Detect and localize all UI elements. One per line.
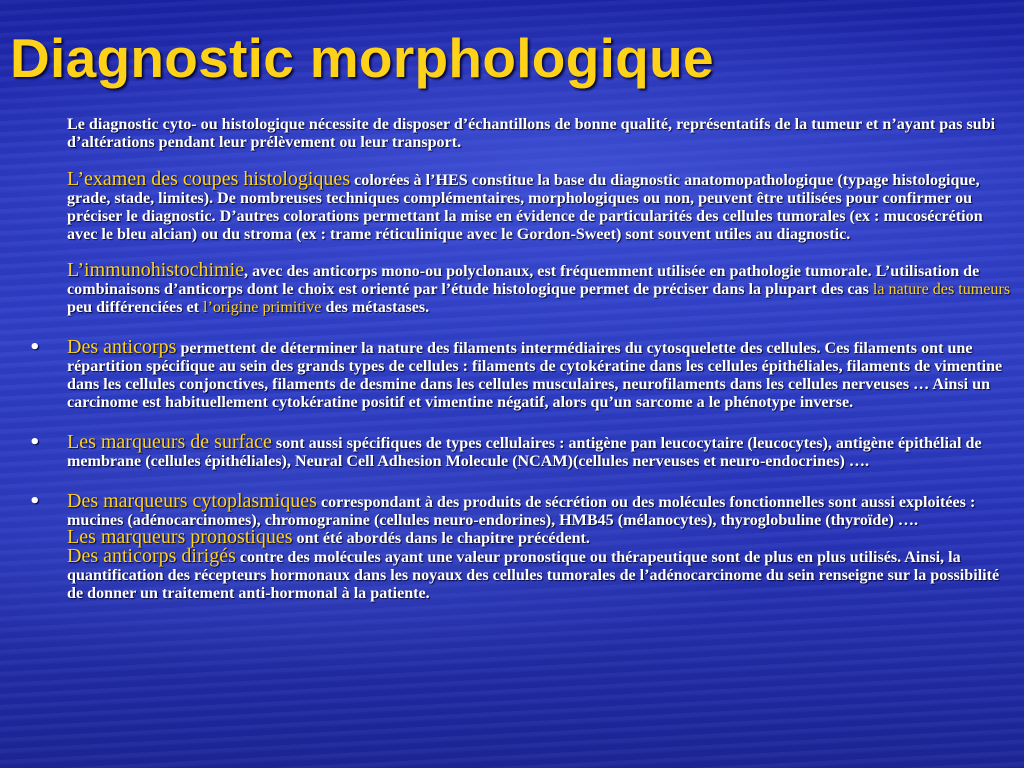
highlight-cytoplasmic-markers: Des marqueurs cytoplasmiques: [67, 489, 317, 512]
slide-body: [0, 116, 1024, 603]
highlight-immunohistochemistry: L’immunohistochimie: [67, 259, 245, 282]
bullet-marker: •: [29, 431, 41, 453]
paragraph-text: peu différenciées et: [67, 299, 204, 317]
bullet-item-surface-markers: [29, 430, 1015, 471]
highlight-surface-markers: Les marqueurs de surface: [67, 430, 272, 453]
highlight-primitive-origin: l’origine primitive: [203, 299, 322, 317]
paragraph-sample-quality: [67, 116, 1015, 152]
bullet-text: correspondant à des produits de sécrétion ou des molécules fonctionnelles sont aussi exploitées : mucines (adénocarcinomes), chromogranine (cellules neuro-endorines), HMB45 (mélanocytes), thyroglobuline (thyroïde) ….: [67, 493, 976, 529]
highlight-tumor-nature: la nature des tumeurs: [872, 281, 1011, 299]
bullet-text: sont aussi spécifiques de types cellulaires : antigène pan leucocytaire (leucocytes), antigène épithélial de membrane (cellules épithéliales), Neural Cell Adhesion Molecule (NCAM)(cellules nerveuses et neuro-endocrines) ….: [67, 434, 982, 470]
bullet-marker: •: [29, 337, 41, 359]
highlight-prognostic-markers: Les marqueurs pronostiques: [67, 526, 293, 549]
bullet-item-cytoplasmic-markers: [29, 489, 1015, 603]
paragraph-immunohistochemistry: [67, 259, 1015, 317]
paragraph-text: , avec des anticorps mono-ou polyclonaux, est fréquemment utilisée en pathologie tumorale. L’utilisation de combinaisons d’anticorps dont le choix est orienté par l’étude histologique permet de préciser dans la plupart des cas: [67, 263, 980, 299]
sub-line-directed-antibodies: [67, 545, 1015, 603]
paragraph-text: des métastases.: [321, 299, 430, 317]
bullet-item-antibodies: [29, 336, 1015, 412]
highlight-histology: L’examen des coupes histologiques: [67, 167, 351, 190]
bullet-text: contre des molécules ayant une valeur pronostique ou thérapeutique sont de plus en plus utilisés. Ainsi, la quantification des récepteurs hormonaux dans les noyaux des cellules tumorales de l’adénocarcinome du sein renseigne sur la possibilité de donner un traitement anti-hormonal à la patiente.: [67, 549, 1000, 603]
bullet-marker: •: [29, 490, 41, 512]
bullet-text: permettent de déterminer la nature des filaments intermédiaires du cytosquelette des cellules. Ces filaments ont une répartition spécifique au sein des grands types de cellules : filaments de cytokératine dans les cellules épithéliales, filaments de vimentine dans les cellules conjonctives, filaments de desmine dans les cellules musculaires, neurofilaments dans les cellules nerveuses … Ainsi un carcinome est habituellement cytokératine positif et vimentine négatif, alors qu’un sarcome a le phénotype inverse.: [67, 340, 1003, 411]
paragraph-histology: [67, 167, 1015, 244]
paragraph-text: Le diagnostic cyto- ou histologique nécessite de disposer d’échantillons de bonne qualité, représentatifs de la tumeur et n’ayant pas subi d’altérations pendant leur prélèvement ou leur transport.: [67, 116, 996, 151]
highlight-directed-antibodies: Des anticorps dirigés: [67, 545, 236, 568]
highlight-antibodies: Des anticorps: [67, 336, 177, 359]
paragraph-text: colorées à l’HES constitue la base du diagnostic anatomopathologique (typage histologique, grade, stade, limites). De nombreuses techniques complémentaires, morphologiques ou non, peuvent être utilisées pour confirmer ou préciser le diagnostic. D’autres colorations permettant la mise en évidence de particularités des cellules tumorales (ex : mucosécrétion avec le bleu alcian) ou du stroma (ex : trame réticulinique avec le Gordon-Sweet) sont souvent utiles au diagnostic.: [67, 171, 983, 243]
slide-title: Diagnostic morphologique: [10, 27, 714, 89]
bullet-text: ont été abordés dans le chapitre précédent.: [292, 530, 590, 548]
